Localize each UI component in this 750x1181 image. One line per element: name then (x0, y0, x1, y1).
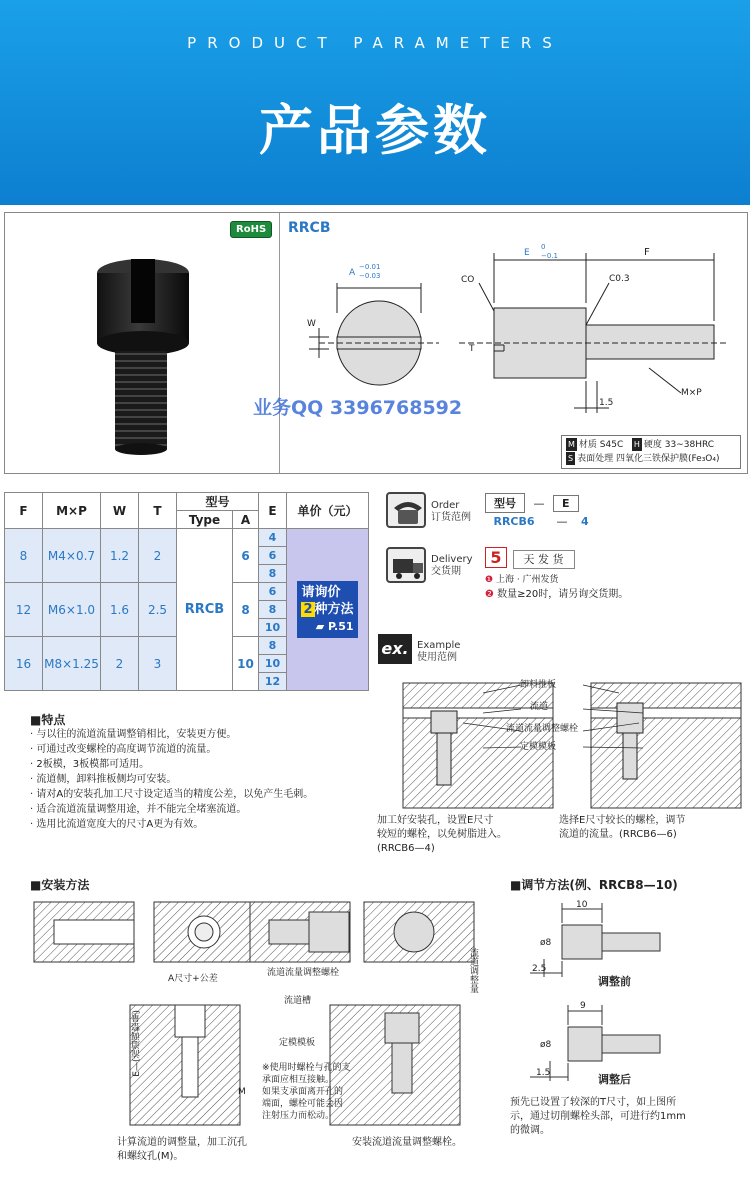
cell-mp: M8×1.25 (43, 637, 101, 691)
th-price: 单价（元） (287, 493, 369, 529)
price-line2: 种方法 (314, 602, 354, 617)
th-a: A (233, 511, 259, 529)
adjust-diagram (520, 895, 710, 1085)
adjust-caption-1: 预先已设置了较深的T尺寸，如上图所 (510, 1097, 677, 1108)
dim-a-tol-lower: −0.03 (359, 272, 381, 280)
spec-box (561, 435, 741, 469)
cell-t: 2.5 (139, 583, 177, 637)
example-badge: ex. (378, 634, 412, 664)
delivery-note2: 数量≥20时，请另询交货期。 (497, 589, 629, 600)
cell-a: 10 (233, 637, 259, 691)
cell-t: 3 (139, 637, 177, 691)
cell-t: 2 (139, 529, 177, 583)
cell-e: 4 (259, 529, 287, 547)
cell-f: 16 (5, 637, 43, 691)
install-label-fixed: 定模模板 (279, 1038, 316, 1048)
install-a-tol: A尺寸+公差 (168, 974, 218, 984)
example-caption-left-3: (RRCB6—4) (377, 843, 435, 854)
order-en: Order (431, 500, 460, 511)
price-cell (287, 529, 369, 691)
th-type: Type (177, 511, 233, 529)
cell-type: RRCB (177, 529, 233, 691)
spec-table (4, 492, 369, 691)
product-photo (5, 213, 275, 468)
adjust-diam-before: ø8 (540, 938, 552, 948)
delivery-note1: 上海 · 广州发货 (495, 575, 559, 585)
example-label (417, 640, 460, 664)
feature-item: · 请对A的安装孔加工尺寸设定适当的精度公差，以免产生毛刺。 (30, 789, 314, 800)
cell-w: 1.2 (101, 529, 139, 583)
example-caption-left-1: 加工好安装孔，设置E尺寸 (377, 815, 494, 826)
install-label-bolt: 流道流量调整螺栓 (267, 968, 340, 978)
header-banner (0, 0, 750, 205)
install-label-m: M (238, 1087, 246, 1097)
truck-icon (386, 547, 426, 583)
feature-item: · 适合流道流量调整用途，并不能完全堵塞流道。 (30, 804, 247, 815)
install-label-flow: 流道调整量 (468, 948, 478, 993)
price-line1: 请询价 (301, 585, 341, 600)
install-note-1: ※使用时螺栓与孔的支 (262, 1063, 351, 1073)
adjust-before-label: 调整前 (598, 975, 631, 988)
example-label-bolt: 流道流量调整螺栓 (506, 724, 579, 734)
order-dash-2: — (556, 515, 568, 528)
dim-c03: C0.3 (609, 274, 630, 284)
cell-e: 10 (259, 655, 287, 673)
feature-item: · 流道侧，卸料推板侧均可安装。 (30, 774, 177, 785)
phone-icon (386, 492, 426, 528)
example-label-fixed: 定模模板 (520, 742, 557, 752)
example-en: Example (417, 640, 461, 651)
example-caption-right (559, 814, 685, 842)
th-e: E (259, 493, 287, 529)
example-caption-left (377, 814, 507, 856)
cell-e: 8 (259, 565, 287, 583)
adjust-caption-2: 示，通过切削螺栓头部，可进行约1mm (510, 1111, 686, 1122)
delivery-cn: 交货期 (431, 566, 461, 577)
cell-f: 8 (5, 529, 43, 583)
install-label-e: E—(流道调整量) (132, 1010, 142, 1077)
install-title: ■安装方法 (30, 878, 90, 892)
feature-item: · 选用比流道宽度大的尺寸A更为有效。 (30, 819, 204, 830)
spec-surface: 四氧化三铁保护膜(Fe₃O₄) (615, 454, 720, 464)
dim-a: A (349, 268, 356, 278)
price-inquiry-box[interactable]: 请询价 2 种方法 ▰ P.51 (297, 581, 357, 638)
dim-w: W (307, 319, 316, 329)
rohs-badge: RoHS (230, 221, 272, 238)
order-model-value: RRCB6 (493, 515, 535, 528)
watermark-text: 业务QQ 3396768592 (253, 397, 463, 419)
dim-e: E (524, 248, 530, 258)
adjust-caption (510, 1096, 686, 1138)
spec-surface-label: 表面处理 (577, 454, 614, 464)
install-note-5: 注射压力而松动。 (262, 1111, 335, 1121)
install-note (262, 1062, 351, 1122)
adjust-after-gap: 1.5 (536, 1068, 551, 1078)
example-caption-left-2: 较短的螺栓，以免树脂进入。 (377, 829, 507, 840)
cell-f: 12 (5, 583, 43, 637)
adjust-after-len: 9 (580, 1001, 586, 1011)
cell-mp: M4×0.7 (43, 529, 101, 583)
spec-hardness-label: 硬度 (643, 440, 662, 450)
adjust-title: ■调节方法(例、RRCB8—10) (510, 878, 678, 892)
price-page: P.51 (328, 620, 354, 633)
dim-f: F (644, 247, 650, 258)
install-diagram-top (34, 902, 474, 962)
spec-material-label: 材质 (578, 440, 597, 450)
install-note-3: 如果支承面离开孔的 (262, 1087, 344, 1097)
order-e-header: E (553, 495, 579, 512)
cell-e: 6 (259, 583, 287, 601)
th-mp: M×P (43, 493, 101, 529)
product-panel (4, 212, 748, 474)
install-caption-right: 安装流道流量调整螺栓。 (352, 1137, 462, 1148)
feature-item: · 与以往的流道流量调整销相比，安装更方便。 (30, 729, 237, 740)
dim-co: CO (461, 275, 475, 285)
cell-a: 8 (233, 583, 259, 637)
example-caption-right-2: 流道的流量。(RRCB6—6) (559, 829, 677, 840)
delivery-info: 5 天 发 货 ❶ 上海 · 广州发货 ❷ 数量≥20时，请另询交货期。 (485, 548, 629, 600)
install-label-groove: 流道槽 (284, 996, 312, 1006)
delivery-en: Delivery (431, 554, 473, 565)
dim-t: T (469, 344, 475, 354)
dim-mxp: M×P (681, 388, 702, 398)
install-note-2: 承面应相互接触。 (262, 1075, 335, 1085)
order-example (485, 493, 589, 528)
adjust-before-len: 10 (576, 900, 588, 910)
dim-15: 1.5 (599, 398, 614, 408)
th-w: W (101, 493, 139, 529)
order-model-header: 型号 (485, 493, 525, 513)
cell-e: 8 (259, 637, 287, 655)
cell-e: 12 (259, 673, 287, 691)
example-diagram (403, 673, 743, 813)
spec-hardness: 33∼38HRC (664, 440, 715, 450)
th-t: T (139, 493, 177, 529)
price-num: 2 (303, 602, 313, 617)
cell-e: 6 (259, 547, 287, 565)
spec-m-key: M (568, 440, 575, 449)
cell-w: 1.6 (101, 583, 139, 637)
series-name: RRCB (288, 220, 331, 236)
dim-e-tol-upper: 0 (541, 243, 546, 251)
order-e-value: 4 (581, 515, 589, 528)
delivery-days: 5 (485, 547, 507, 568)
dim-a-tol-upper: −0.01 (359, 263, 381, 271)
example-caption-right-1: 选择E尺寸较长的螺栓，调节 (559, 815, 686, 826)
cell-a: 6 (233, 529, 259, 583)
features-list (30, 727, 313, 832)
dim-e-tol-lower: −0.1 (541, 252, 558, 260)
header-title-cn: 产品参数 (259, 99, 491, 162)
th-f: F (5, 493, 43, 529)
delivery-label (431, 554, 473, 578)
adjust-after-label: 调整后 (598, 1073, 631, 1086)
cell-w: 2 (101, 637, 139, 691)
th-model: 型号 (177, 493, 259, 511)
adjust-caption-3: 的微调。 (510, 1125, 550, 1136)
adjust-diam-after: ø8 (540, 1040, 552, 1050)
feature-item: · 2板模，3板模都可适用。 (30, 759, 150, 770)
order-dash: — (533, 497, 545, 510)
spec-material: S45C (599, 440, 624, 450)
spec-h-key: H (633, 440, 640, 449)
install-note-4: 端面，螺栓可能会因 (262, 1099, 344, 1109)
order-cn: 订货范例 (431, 512, 471, 523)
adjust-before-gap: 2.5 (532, 964, 547, 974)
features-title: ■特点 (30, 713, 66, 727)
example-cn: 使用范例 (417, 652, 457, 663)
install-caption-left-2: 和螺纹孔(M)。 (117, 1151, 184, 1162)
cell-mp: M6×1.0 (43, 583, 101, 637)
install-caption-left (117, 1136, 247, 1164)
spec-s-key: S (568, 454, 574, 463)
example-label-plate: 卸料推板 (520, 680, 557, 690)
cell-e: 8 (259, 601, 287, 619)
cell-e: 10 (259, 619, 287, 637)
install-caption-left-1: 计算流道的调整量，加工沉孔 (117, 1137, 247, 1148)
header-title-en: PRODUCT PARAMETERS (187, 34, 563, 52)
example-label-channel: 流道 (530, 702, 549, 712)
delivery-days-label: 天 发 货 (513, 550, 575, 569)
order-label (431, 500, 471, 524)
feature-item: · 可通过改变螺栓的高度调节流道的流量。 (30, 744, 217, 755)
